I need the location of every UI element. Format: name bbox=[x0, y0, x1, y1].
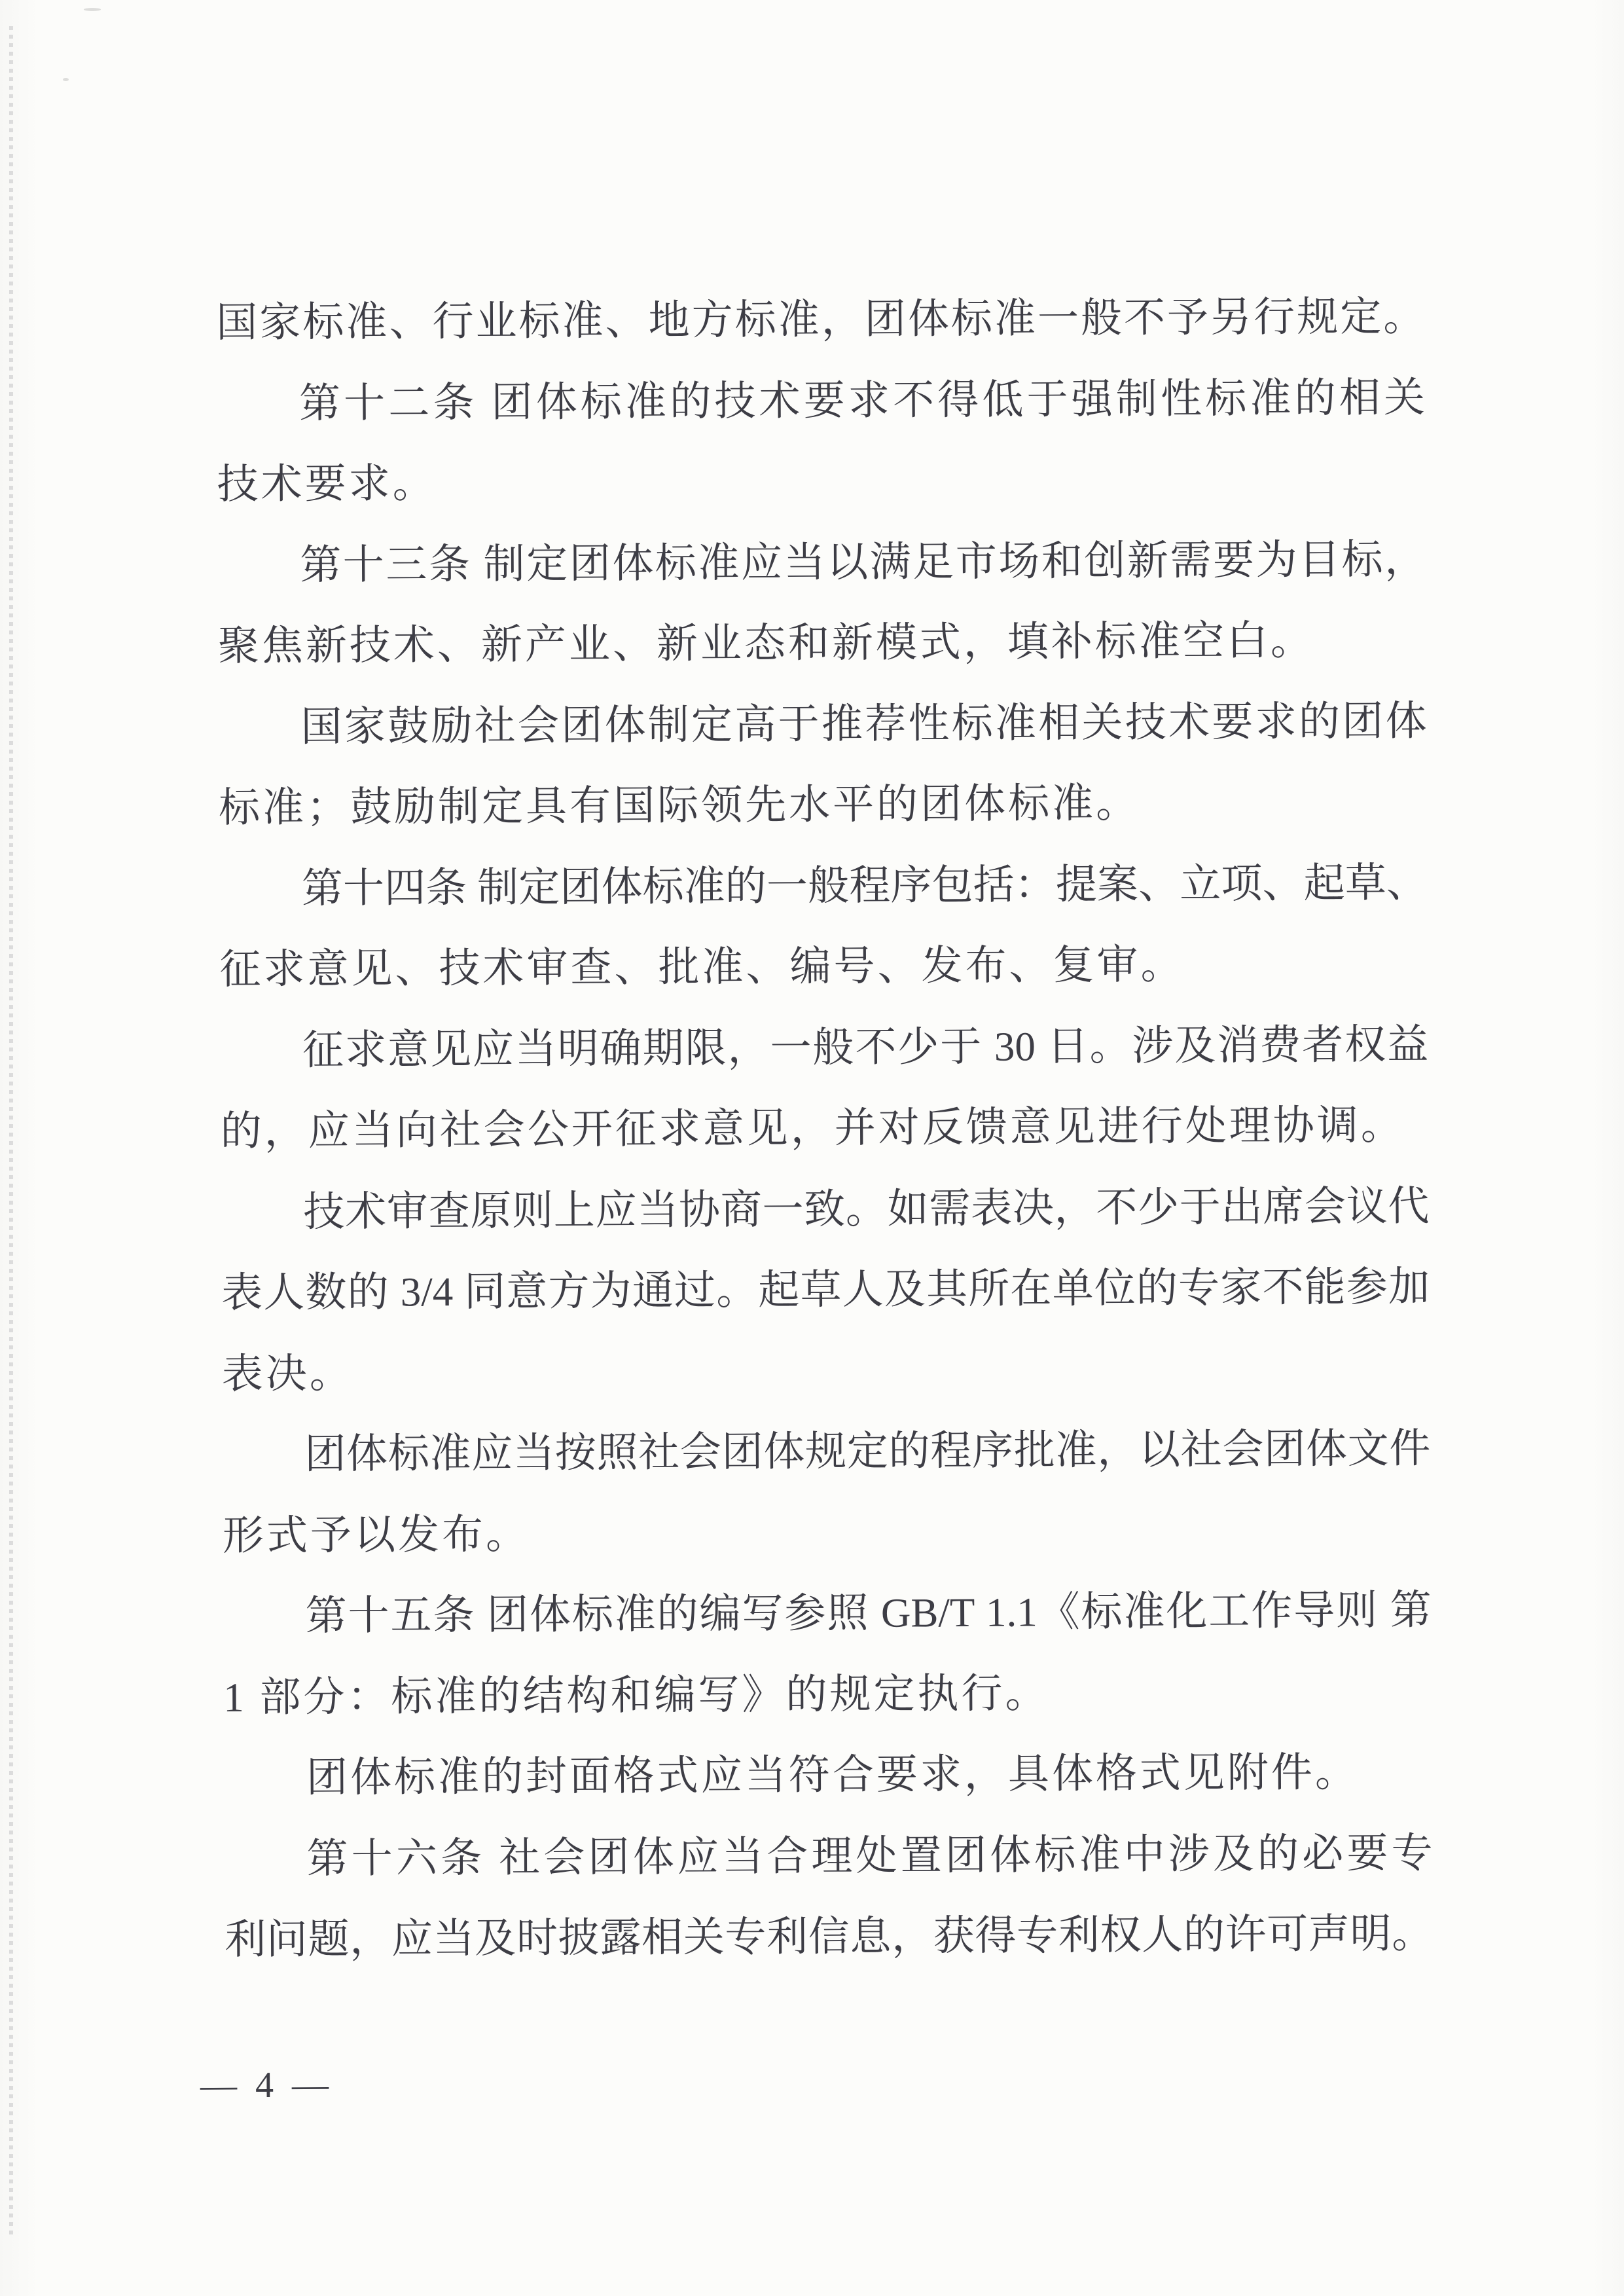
text-line: 技术要求。 bbox=[217, 460, 437, 507]
text-line: 利问题，应当及时披露相关专利信息，获得专利权人的许可声明。 bbox=[225, 1910, 1434, 1963]
text-line: 聚焦新技术、新产业、新业态和新模式，填补标准空白。 bbox=[217, 617, 1315, 669]
text-line: 第十四条 制定团体标准的一般程序包括：提案、立项、起草、 bbox=[301, 859, 1428, 911]
text-line: 表人数的 3/4 同意方为通过。起草人及其所在单位的专家不能参加 bbox=[221, 1264, 1430, 1316]
text-line: 标准；鼓励制定具有国际领先水平的团体标准。 bbox=[219, 780, 1140, 831]
text-line: 征求意见应当明确期限，一般不少于 30 日。涉及消费者权益 bbox=[302, 1021, 1429, 1073]
text-line: 第十五条 团体标准的编写参照 GB/T 1.1《标准化工作导则 第 bbox=[305, 1587, 1432, 1639]
text-line: 国家鼓励社会团体制定高于推荐性标准相关技术要求的团体 bbox=[300, 697, 1427, 750]
text-line: 表决。 bbox=[221, 1350, 353, 1397]
text-line: 团体标准的封面格式应当符合要求，具体格式见附件。 bbox=[306, 1749, 1360, 1801]
scan-artifact-line bbox=[9, 26, 13, 2239]
text-line: 技术审查原则上应当协商一致。如需表决，不少于出席会议代 bbox=[303, 1182, 1430, 1235]
text-line: 1 部分：标准的结构和编写》的规定执行。 bbox=[223, 1669, 1049, 1721]
scan-speck bbox=[84, 8, 101, 11]
text-line: 第十六条 社会团体应当合理处置团体标准中涉及的必要专 bbox=[306, 1829, 1433, 1882]
text-line: 形式予以发布。 bbox=[222, 1511, 530, 1559]
scan-speck bbox=[63, 78, 69, 81]
text-line: 第十二条 团体标准的技术要求不得低于强制性标准的相关 bbox=[298, 374, 1426, 426]
text-line: 征求意见、技术审查、批准、编号、发布、复审。 bbox=[219, 941, 1185, 993]
document-body-text bbox=[216, 276, 1434, 1980]
text-line: 的，应当向社会公开征求意见，并对反馈意见进行处理协调。 bbox=[220, 1102, 1405, 1154]
text-line: 国家标准、行业标准、地方标准，团体标准一般不予另行规定。 bbox=[216, 293, 1425, 346]
text-line: 团体标准应当按照社会团体规定的程序批准，以社会团体文件 bbox=[304, 1425, 1431, 1478]
page-number: — 4 — bbox=[200, 2064, 334, 2106]
text-line: 第十三条 制定团体标准应当以满足市场和创新需要为目标， bbox=[300, 536, 1426, 588]
